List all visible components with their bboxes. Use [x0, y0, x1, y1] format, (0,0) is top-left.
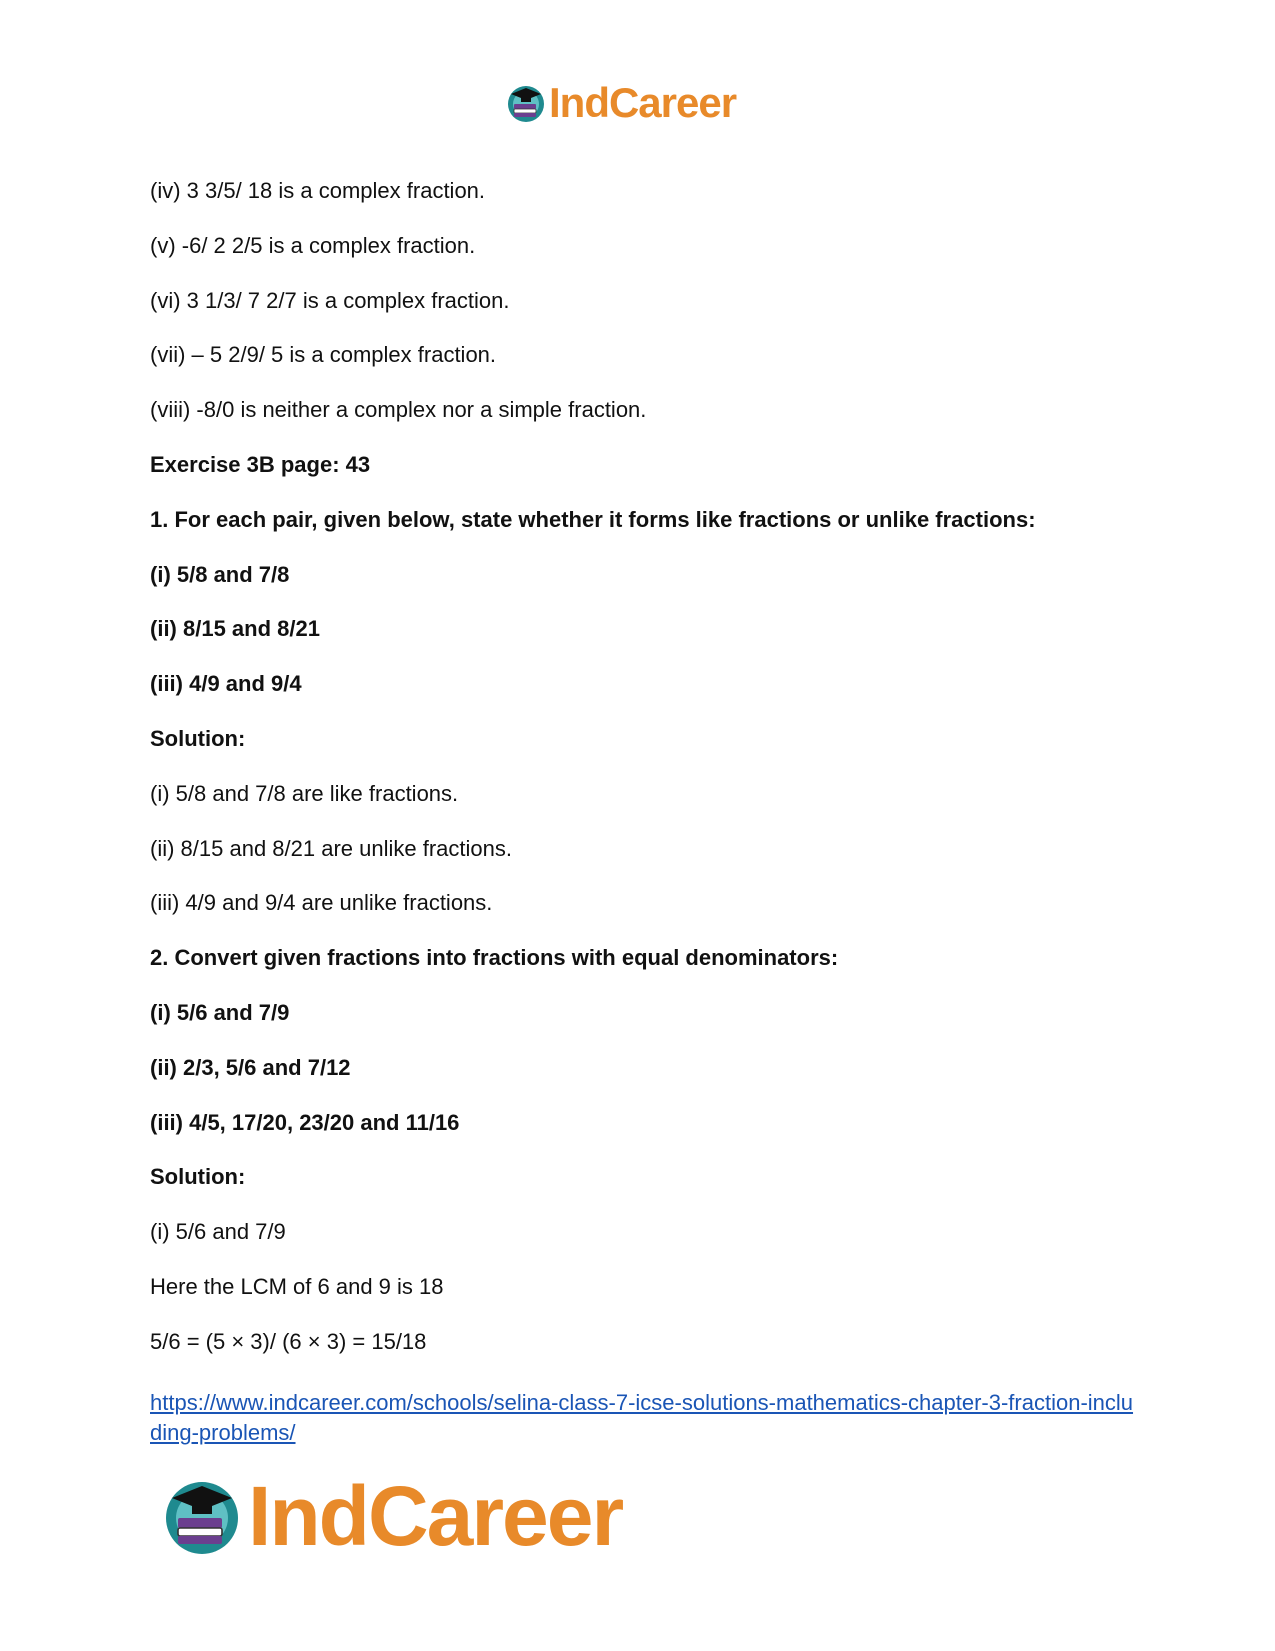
- footer-logo: [160, 1470, 622, 1562]
- text-line: (v) -6/ 2 2/5 is a complex fraction.: [150, 233, 476, 258]
- bold-text-line: Solution:: [150, 1164, 246, 1189]
- text-line: (ii) 8/15 and 8/21 are unlike fractions.: [150, 836, 512, 861]
- header-logo-text: IndCareer: [549, 79, 737, 126]
- text-line: (vii) – 5 2/9/ 5 is a complex fraction.: [150, 342, 497, 367]
- bold-text-line: 2. Convert given fractions into fractions with equal denominators:: [150, 945, 839, 970]
- bold-text-line: (iii) 4/9 and 9/4: [150, 671, 302, 696]
- bold-text-line: (i) 5/8 and 7/8: [150, 562, 290, 587]
- bold-text-line: Solution:: [150, 726, 246, 751]
- bold-text-line: (i) 5/6 and 7/9: [150, 1000, 290, 1025]
- footer-logo-text: IndCareer: [248, 1469, 623, 1563]
- text-line: (i) 5/6 and 7/9: [150, 1219, 286, 1244]
- text-line: (i) 5/8 and 7/8 are like fractions.: [150, 781, 459, 806]
- text-line: (iii) 4/9 and 9/4 are unlike fractions.: [150, 890, 493, 915]
- text-line: 5/6 = (5 × 3)/ (6 × 3) = 15/18: [150, 1329, 427, 1354]
- text-line: (iv) 3 3/5/ 18 is a complex fraction.: [150, 178, 486, 203]
- bold-text-line: 1. For each pair, given below, state whether it forms like fractions or unlike fractions:: [150, 507, 1036, 532]
- text-line: (vi) 3 1/3/ 7 2/7 is a complex fraction.: [150, 288, 510, 313]
- graduation-book-globe-icon: [505, 82, 547, 124]
- header-logo: [505, 78, 736, 128]
- bold-text-line: Exercise 3B page: 43: [150, 452, 371, 477]
- text-line: (viii) -8/0 is neither a complex nor a simple fraction.: [150, 397, 647, 422]
- source-link[interactable]: https://www.indcareer.com/schools/selina-class-7-icse-solutions-mathematics-chapter-3-fraction-including-problems/: [150, 1390, 1134, 1445]
- bold-text-line: (ii) 8/15 and 8/21: [150, 616, 320, 641]
- graduation-book-globe-icon: [160, 1474, 244, 1558]
- text-line: Here the LCM of 6 and 9 is 18: [150, 1274, 444, 1299]
- bold-text-line: (iii) 4/5, 17/20, 23/20 and 11/16: [150, 1110, 460, 1135]
- bold-text-line: (ii) 2/3, 5/6 and 7/12: [150, 1055, 351, 1080]
